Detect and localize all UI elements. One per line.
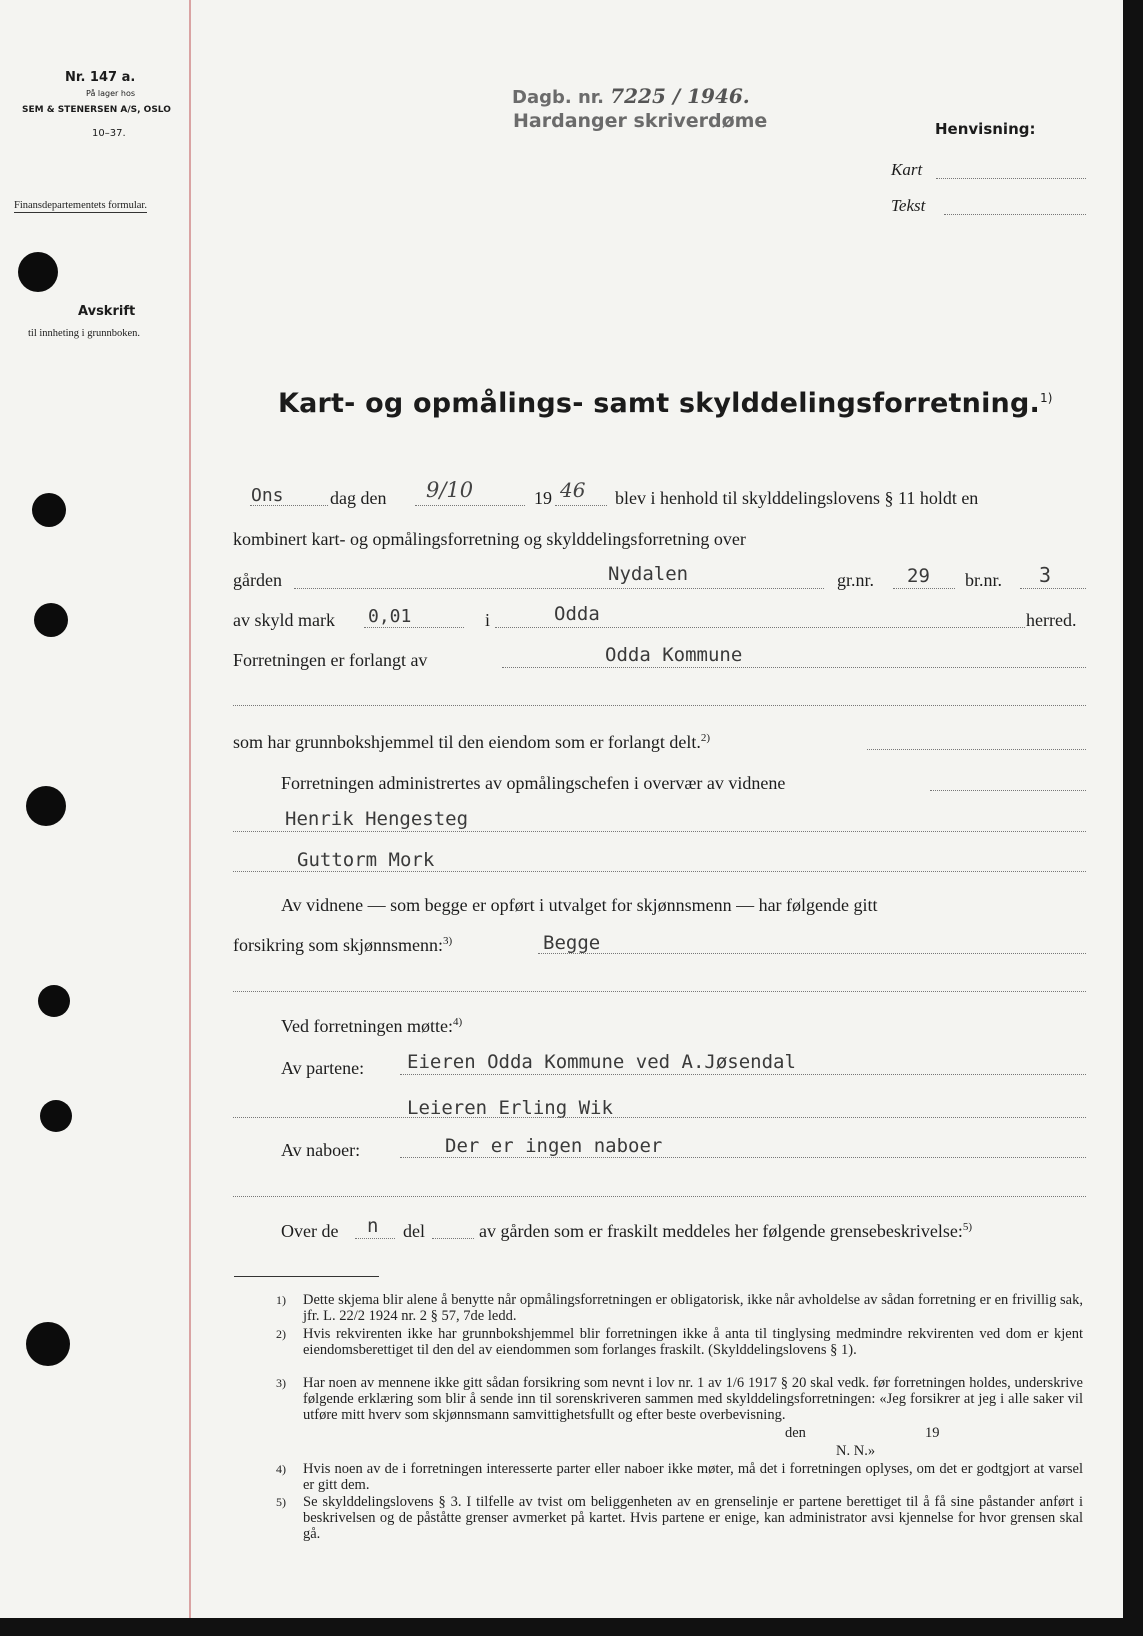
naboer-value: Der er ingen naboer xyxy=(445,1135,663,1157)
partene-field1[interactable] xyxy=(400,1074,1086,1075)
partene-label: Av partene: xyxy=(281,1058,365,1078)
line2: kombinert kart- og opmålingsforretning og skylddelingsforretning over xyxy=(233,529,746,549)
brnr-value: 3 xyxy=(1039,563,1052,587)
punch-hole xyxy=(32,493,66,527)
admin-field[interactable] xyxy=(930,790,1086,791)
kart-label: Kart xyxy=(891,160,923,179)
naboer-label: Av naboer: xyxy=(281,1140,361,1160)
grunnbok-text: som har grunnbokshjemmel til den eiendom som er forlangt delt. xyxy=(233,732,701,752)
title-text: Kart- og opmålings- samt skylddelingsforretning. xyxy=(278,388,1040,419)
grunnbok-field[interactable] xyxy=(867,749,1086,750)
brnr-label: br.nr. xyxy=(965,570,1003,590)
forsikring-field-2[interactable] xyxy=(233,991,1086,992)
footnote3-year: 19 xyxy=(925,1425,940,1441)
partene-value1: Eieren Odda Kommune ved A.Jøsendal xyxy=(407,1051,796,1073)
partene-value2: Leieren Erling Wik xyxy=(407,1097,613,1119)
partene-field2[interactable] xyxy=(233,1117,1086,1118)
forlangt-value: Odda Kommune xyxy=(605,644,743,666)
kart-field[interactable] xyxy=(936,178,1086,179)
footnote-text: Dette skjema blir alene å benytte når opmålingsforretningen er obligatorisk, ikke når avholdelse av sådan forretning er en frivillig sak, jfr. L. 22/2 1924 nr. 2 § 57, 7de ledd. xyxy=(303,1292,1083,1324)
witness1-field[interactable] xyxy=(233,831,1086,832)
year-prefix: 19 xyxy=(534,488,552,508)
form-origin: Finansdepartementets formular. xyxy=(14,200,147,211)
skyld-value: 0,01 xyxy=(368,606,412,627)
footnote-num: 4) xyxy=(276,1462,286,1476)
tekst-label: Tekst xyxy=(891,196,926,215)
over-rest: av gården som er fraskilt meddeles her følgende grensebeskrivelse: xyxy=(479,1221,963,1241)
year-field[interactable] xyxy=(555,505,607,506)
over-note: 5) xyxy=(962,1221,972,1233)
skyld-field[interactable] xyxy=(364,627,464,628)
reference-heading: Henvisning: xyxy=(935,120,1036,138)
admin-line: Forretningen administrertes av opmålingschefen i overvær av vidnene xyxy=(281,773,786,793)
witness2: Guttorm Mork xyxy=(297,849,435,871)
print-date: 10–37. xyxy=(92,128,126,139)
punch-hole xyxy=(38,985,70,1017)
witness1: Henrik Hengesteg xyxy=(285,808,469,830)
publisher-line1: På lager hos xyxy=(86,89,135,98)
copy-label: Avskrift xyxy=(78,304,136,319)
farm-value: Nydalen xyxy=(608,563,689,585)
forlangt-label: Forretningen er forlangt av xyxy=(233,650,428,670)
garden-label: gården xyxy=(233,570,282,590)
footnote-separator xyxy=(234,1276,379,1277)
forsikring-value: Begge xyxy=(543,932,601,954)
del-label: del xyxy=(403,1221,425,1241)
grnr-field[interactable] xyxy=(893,588,955,589)
motte-label: Ved forretningen møtte: xyxy=(281,1016,453,1036)
over-de-label: Over de xyxy=(281,1221,339,1241)
footnote-num: 5) xyxy=(276,1495,286,1509)
punch-hole xyxy=(34,603,68,637)
document-title xyxy=(278,388,1053,419)
dagbok-prefix: Dagb. nr. xyxy=(512,87,604,108)
motte-note: 4) xyxy=(452,1016,463,1028)
herred-label: herred. xyxy=(1026,610,1077,630)
brnr-field[interactable] xyxy=(1020,588,1086,589)
punch-hole xyxy=(26,1322,70,1366)
grunnbok-note: 2) xyxy=(700,732,711,744)
footnote-num: 2) xyxy=(276,1327,286,1341)
grnr-value: 29 xyxy=(907,565,930,587)
footnote-text: Hvis noen av de i forretningen interesserte parter eller naboer ikke møter, må det i forretningen oplyses, om det er godtgjort at varsel er gitt dem. xyxy=(303,1461,1083,1493)
witness2-field[interactable] xyxy=(233,871,1086,872)
dag-den-label: dag den xyxy=(330,488,387,508)
weekday-field[interactable] xyxy=(250,505,328,506)
naboer-field-2[interactable] xyxy=(233,1196,1086,1197)
office-stamp: Hardanger skriverdøme xyxy=(513,110,768,132)
punch-hole xyxy=(26,786,66,826)
forlangt-field[interactable] xyxy=(502,667,1086,668)
motte-line xyxy=(281,1016,462,1037)
herred-value: Odda xyxy=(554,603,600,625)
publisher-line2: SEM & STENERSEN A/S, OSLO xyxy=(22,105,171,115)
forsikring-line xyxy=(233,935,452,956)
forsikring-label: forsikring som skjønnsmenn: xyxy=(233,935,443,955)
dagbok-number: 7225 / 1946. xyxy=(610,84,750,108)
footnote-num: 3) xyxy=(276,1376,286,1390)
skyld-label: av skyld mark xyxy=(233,610,335,630)
punch-hole xyxy=(18,252,58,292)
year-value: 46 xyxy=(560,478,586,502)
margin-rule xyxy=(189,0,191,1618)
naboer-field[interactable] xyxy=(400,1157,1086,1158)
farm-field[interactable] xyxy=(294,588,824,589)
form-number: Nr. 147 a. xyxy=(65,70,136,85)
copy-sub: til innheting i grunnboken. xyxy=(28,328,140,339)
dagbok-stamp xyxy=(512,84,750,108)
i-label: i xyxy=(485,610,491,630)
footnote-text: Har noen av mennene ikke gitt sådan forsikring som nevnt i lov nr. 1 av 1/6 1917 § 20 skal vedk. før forretningen holdes, underskrive følgende erklæring som blir å sende inn til sorenskriveren sammen med skylddelingsforretningen: «Jeg forsikrer at jeg i alle saker vil utføre mitt hverv som skjønnsmann samvittighetsfullt og efter beste overbevisning. xyxy=(303,1375,1083,1423)
over-rest-line xyxy=(479,1221,972,1242)
date-field[interactable] xyxy=(415,505,525,506)
footnote3-den: den xyxy=(785,1425,806,1441)
grunnbok-line xyxy=(233,732,710,753)
del-field[interactable] xyxy=(432,1238,474,1239)
date-value: 9/10 xyxy=(426,478,474,502)
tekst-field[interactable] xyxy=(944,214,1086,215)
footnote-text: Hvis rekvirenten ikke har grunnbokshjemmel blir forretningen ikke å anta til tinglysing medmindre rekvirenten ved dom er kjent eiendomsberettiget til den del av eiendommen som forlanges fraskilt. (Skylddelingslovens § 1). xyxy=(303,1326,1083,1358)
forsikring-note: 3) xyxy=(443,935,453,947)
over-field[interactable] xyxy=(355,1238,395,1239)
forsikring-field[interactable] xyxy=(538,953,1086,954)
punch-hole xyxy=(40,1100,72,1132)
herred-field[interactable] xyxy=(495,627,1025,628)
footnote-text: Se skylddelingslovens § 3. I tilfelle av tvist om beliggenheten av en grenselinje er partene berettiget til å få sine påstander anført i beskrivelsen og de påståtte grenser avmerket på kartet. Hvis partene er enige, kan administrator avsi kjennelse for hvor grensen skal gå. xyxy=(303,1494,1083,1542)
title-note: 1) xyxy=(1039,391,1053,405)
line1-rest: blev i henhold til skylddelingslovens § 11 holdt en xyxy=(615,488,979,508)
vidnene-line: Av vidnene — som begge er opført i utvalget for skjønnsmenn — har følgende gitt xyxy=(281,895,878,915)
grnr-label: gr.nr. xyxy=(837,570,875,590)
footnote3-nn: N. N.» xyxy=(836,1443,876,1459)
weekday-value: Ons xyxy=(251,485,284,506)
forlangt-field-2[interactable] xyxy=(233,705,1086,706)
footnote-num: 1) xyxy=(276,1293,286,1307)
over-value: n xyxy=(367,1215,379,1237)
